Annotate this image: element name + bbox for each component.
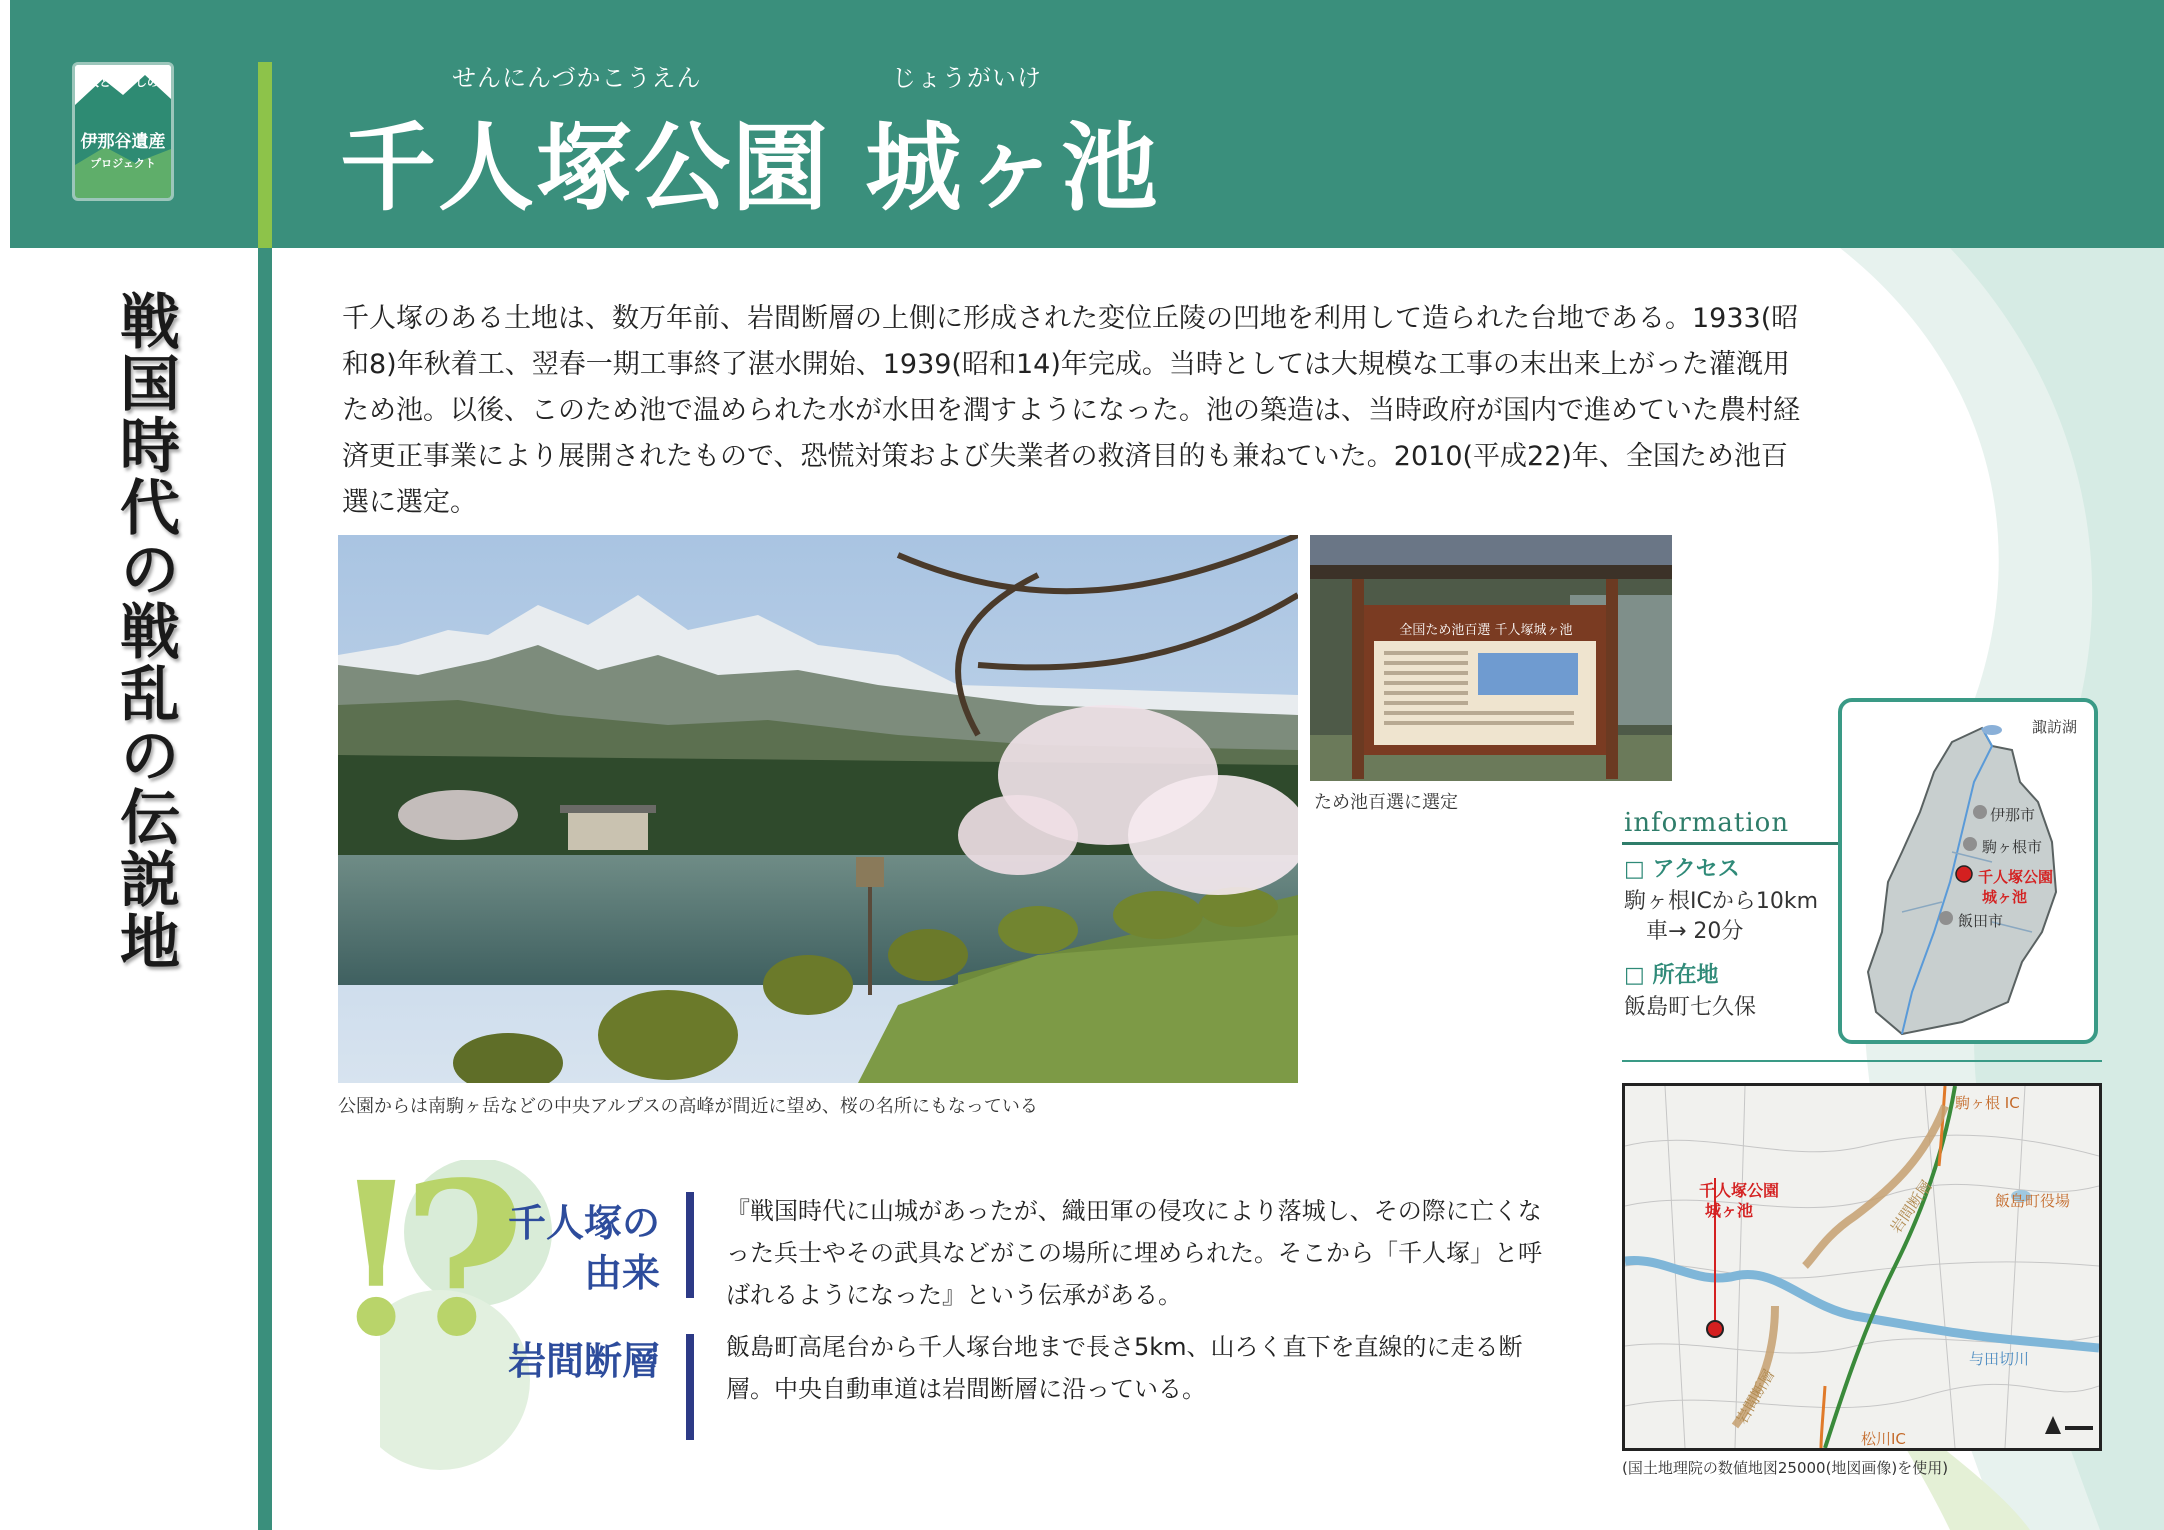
access-line1: 駒ヶ根ICから10km	[1624, 889, 1819, 914]
topo-site1: 千人塚公園	[1699, 1181, 1780, 1200]
page-title: 千人塚公園 城ヶ池	[340, 111, 1160, 224]
location-value: 飯島町七久保	[1624, 995, 1757, 1020]
topo-divider	[1622, 1060, 2102, 1062]
mini-map-site1: 千人塚公園	[1978, 868, 2054, 886]
title-ruby-right: じょうがいけ	[892, 64, 1042, 92]
topo-fault-lower: 岩間断層	[1732, 1366, 1779, 1428]
info-divider	[1622, 842, 1840, 845]
fault-bar	[686, 1334, 694, 1440]
title-ruby-left: せんにんづかこうえん	[452, 64, 702, 92]
mini-map-city2: 駒ヶ根市	[1982, 838, 2043, 856]
topo-map-illustration	[1625, 1086, 2099, 1448]
topo-fault-upper: 岩間断層	[1886, 1177, 1937, 1237]
mini-map-city3: 飯田市	[1958, 912, 2004, 930]
location-label: □ 所在地	[1624, 963, 1719, 988]
main-lake-photo	[338, 535, 1298, 1083]
origin-bar	[686, 1192, 694, 1298]
map-credit: (国土地理院の数値地図25000(地図画像)を使用)	[1622, 1459, 1949, 1477]
topo-office: 飯島町役場	[1995, 1192, 2071, 1210]
logo-line2: 伊那谷遺産	[80, 132, 166, 152]
mini-map-city1: 伊那市	[1990, 806, 2036, 824]
ina-valley-map-shape	[1842, 702, 2094, 1040]
topo-ic-top: 駒ヶ根 IC	[1955, 1094, 2020, 1112]
access-line2: 車→ 20分	[1646, 919, 1744, 944]
topo-river: 与田切川	[1969, 1350, 2030, 1368]
sign-board-photo	[1310, 535, 1672, 781]
access-label: □ アクセス	[1624, 857, 1740, 882]
fault-heading: 岩間断層	[507, 1338, 660, 1383]
decorative-marks: !?	[330, 1136, 506, 1383]
mini-map-site2: 城ヶ池	[1982, 888, 2028, 906]
topographic-map	[1622, 1083, 2102, 1451]
region-locator-map	[1838, 698, 2098, 1044]
logo-line1: 人と暮らしの	[86, 75, 159, 89]
topo-site2: 城ヶ池	[1705, 1201, 1754, 1220]
project-logo	[72, 62, 174, 201]
sign-board-title: 全国ため池百選 千人塚城ヶ池	[1399, 623, 1573, 638]
header-accent-bar	[258, 62, 272, 248]
main-photo-caption: 公園からは南駒ヶ岳などの中央アルプスの高峰が間近に望め、桜の名所にもなっている	[338, 1096, 1038, 1117]
origin-heading-line2: 由来	[583, 1250, 660, 1295]
sign-board-illustration	[1310, 535, 1672, 781]
topo-ic-bottom: 松川IC	[1861, 1430, 1906, 1448]
mini-map-lake: 諏訪湖	[2032, 718, 2078, 736]
sign-photo-caption: ため池百選に選定	[1314, 792, 1458, 813]
vertical-side-title: 戦国時代の戦乱の伝説地	[110, 290, 180, 972]
left-green-bar	[258, 248, 272, 1530]
fault-text: 飯島町高尾台から千人塚台地まで長さ5km、山ろく直下を直線的に走る断層。中央自動車道は岩間断層に沿っている。	[726, 1333, 1523, 1403]
origin-text: 『戦国時代に山城があったが、織田軍の侵攻により落城し、その際に亡くなった兵士やその武具などがこの場所に埋められた。そこから「千人塚」と呼ばれるようになった』という伝承がある。	[726, 1197, 1542, 1309]
origin-heading-line1: 千人塚の	[507, 1200, 660, 1245]
lake-landscape-illustration	[338, 535, 1298, 1083]
info-heading: information	[1624, 808, 1790, 838]
logo-line3: プロジェクト	[90, 157, 156, 170]
intro-paragraph: 千人塚のある土地は、数万年前、岩間断層の上側に形成された変位丘陵の凹地を利用して造られた台地である。1933(昭和8)年秋着工、翌春一期工事終了湛水開始、1939(昭和14)年完成。当時としては大規模な工事の末出来上がった灌漑用ため池。以後、このため池で温められた水が水田を潤すようになった。池の築造は、当時政府が国内で進めていた農村経済更正事業により展開されたもので、恐慌対策および失業者の救済目的も兼ねていた。2010(平成22)年、全国ため池百選に選定。	[342, 303, 1800, 518]
